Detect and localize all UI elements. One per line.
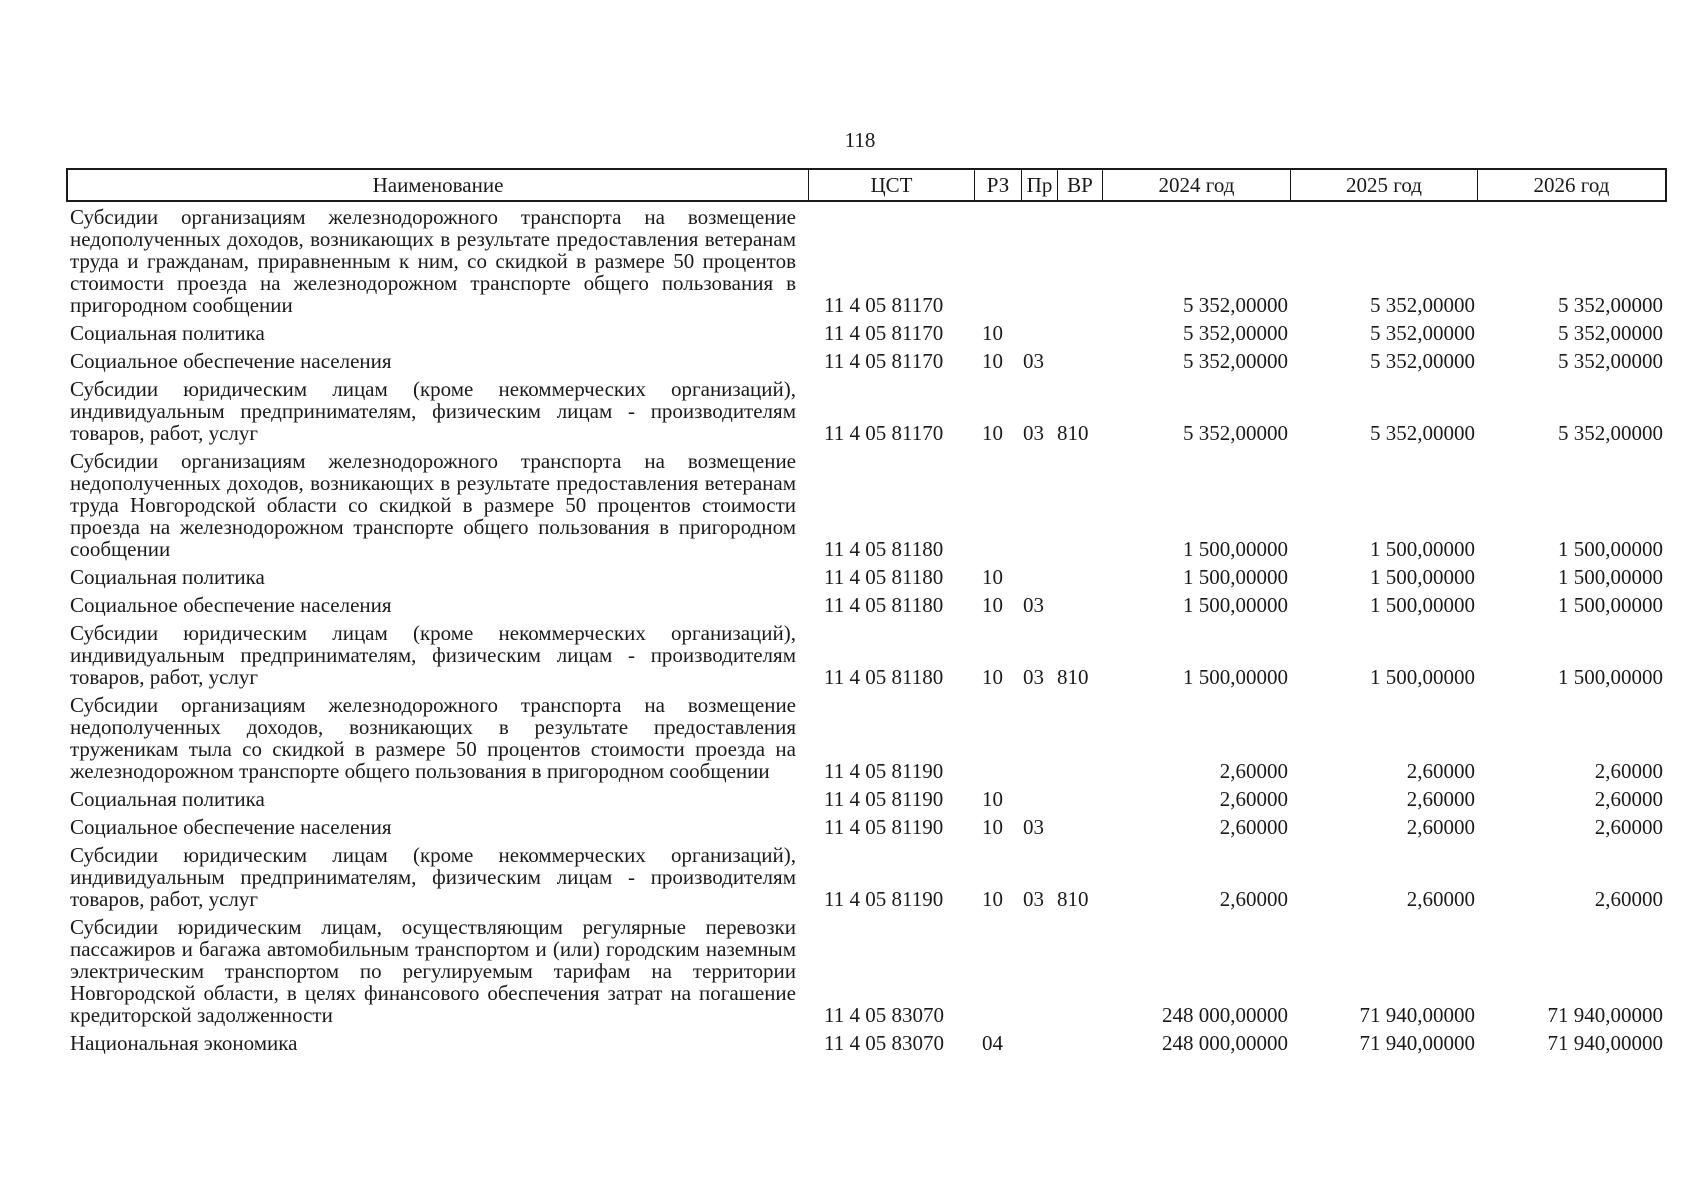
table-row [66, 694, 1667, 782]
cell-name: Субсидии организациям железнодорожного транспорта на возмещение недополученных доходов, возникающих в результате предоставления ветеранам труда и гражданам, приравненным к ним, со скидкой в размере 50 процентов стоимости проезда на железнодорожном транспорте общего пользования в пригородном сообщении [70, 205, 796, 317]
cell-name: Национальная экономика [70, 1031, 298, 1055]
cell-2025: 71 940,00000 [1359, 1031, 1475, 1055]
cell-2026: 5 352,00000 [1558, 293, 1663, 317]
cell-2026: 5 352,00000 [1558, 421, 1663, 445]
header-vr: ВР [1057, 170, 1102, 200]
cell-2026: 2,60000 [1594, 887, 1663, 911]
cell-2024: 5 352,00000 [1183, 421, 1288, 445]
cell-2026: 2,60000 [1594, 787, 1663, 811]
cell-rz: 10 [982, 565, 1003, 589]
cell-2025: 5 352,00000 [1370, 349, 1475, 373]
cell-pr: 03 [1023, 593, 1044, 617]
cell-rz: 10 [982, 421, 1003, 445]
cell-2024: 2,60000 [1219, 787, 1288, 811]
cell-2026: 2,60000 [1594, 815, 1663, 839]
cell-2025: 2,60000 [1406, 787, 1475, 811]
header-2025: 2025 год [1290, 170, 1477, 200]
cell-2024: 2,60000 [1219, 815, 1288, 839]
table-row [66, 594, 1667, 616]
cell-2024: 248 000,00000 [1162, 1003, 1288, 1027]
cell-pr: 03 [1023, 815, 1044, 839]
cell-2026: 1 500,00000 [1558, 665, 1663, 689]
budget-table [66, 168, 1667, 1060]
cell-pr: 03 [1023, 349, 1044, 373]
cell-2025: 1 500,00000 [1370, 665, 1475, 689]
cell-pr: 03 [1023, 665, 1044, 689]
header-cst: ЦСТ [808, 170, 974, 200]
cell-cst: 11 4 05 81190 [824, 815, 944, 839]
cell-rz: 10 [982, 321, 1003, 345]
cell-cst: 11 4 05 81180 [824, 537, 944, 561]
cell-rz: 10 [982, 815, 1003, 839]
cell-pr: 03 [1023, 421, 1044, 445]
table-row [66, 916, 1667, 1026]
cell-cst: 11 4 05 83070 [824, 1003, 944, 1027]
cell-cst: 11 4 05 81170 [824, 349, 944, 373]
cell-name: Социальное обеспечение населения [70, 815, 392, 839]
cell-2024: 1 500,00000 [1183, 593, 1288, 617]
cell-name: Социальная политика [70, 787, 265, 811]
table-row [66, 1032, 1667, 1054]
cell-cst: 11 4 05 81170 [824, 421, 944, 445]
table-row [66, 322, 1667, 344]
cell-2025: 2,60000 [1406, 759, 1475, 783]
cell-2024: 1 500,00000 [1183, 665, 1288, 689]
table-row [66, 844, 1667, 910]
cell-rz: 10 [982, 887, 1003, 911]
cell-2025: 2,60000 [1406, 887, 1475, 911]
cell-cst: 11 4 05 81180 [824, 593, 944, 617]
table-row [66, 450, 1667, 560]
table-header [66, 168, 1667, 202]
cell-2025: 1 500,00000 [1370, 593, 1475, 617]
cell-2024: 248 000,00000 [1162, 1031, 1288, 1055]
cell-vr: 810 [1057, 887, 1089, 911]
cell-name: Социальная политика [70, 565, 265, 589]
cell-2026: 2,60000 [1594, 759, 1663, 783]
cell-2026: 5 352,00000 [1558, 349, 1663, 373]
cell-cst: 11 4 05 83070 [824, 1031, 944, 1055]
cell-2025: 5 352,00000 [1370, 293, 1475, 317]
table-row [66, 816, 1667, 838]
cell-rz: 10 [982, 349, 1003, 373]
cell-2025: 71 940,00000 [1359, 1003, 1475, 1027]
cell-2026: 5 352,00000 [1558, 321, 1663, 345]
cell-2026: 71 940,00000 [1547, 1031, 1663, 1055]
header-name: Наименование [372, 173, 504, 197]
table-row [66, 788, 1667, 810]
table-row [66, 622, 1667, 688]
page-number: 118 [844, 128, 876, 152]
cell-pr: 03 [1023, 887, 1044, 911]
table-row [66, 206, 1667, 316]
cell-2025: 2,60000 [1406, 815, 1475, 839]
cell-2024: 5 352,00000 [1183, 321, 1288, 345]
cell-rz: 10 [982, 787, 1003, 811]
cell-2026: 1 500,00000 [1558, 565, 1663, 589]
cell-name: Субсидии юридическим лицам, осуществляющим регулярные перевозки пассажиров и багажа автомобильным транспортом и (или) городским наземным электрическим транспортом по регулируемым тарифам на территории Новгородской области, в целях финансового обеспечения затрат на погашение кредиторской задолженности [70, 915, 796, 1027]
table-row [66, 350, 1667, 372]
cell-name: Социальное обеспечение населения [70, 593, 392, 617]
cell-cst: 11 4 05 81180 [824, 665, 944, 689]
cell-vr: 810 [1057, 665, 1089, 689]
cell-cst: 11 4 05 81180 [824, 565, 944, 589]
cell-2025: 1 500,00000 [1370, 565, 1475, 589]
header-2026: 2026 год [1477, 170, 1665, 200]
cell-name: Субсидии юридическим лицам (кроме некоммерческих организаций), индивидуальным предпринимателям, физическим лицам - производителям товаров, работ, услуг [70, 377, 796, 445]
cell-cst: 11 4 05 81170 [824, 321, 944, 345]
cell-2024: 5 352,00000 [1183, 293, 1288, 317]
cell-name: Субсидии юридическим лицам (кроме некоммерческих организаций), индивидуальным предпринимателям, физическим лицам - производителям товаров, работ, услуг [70, 621, 796, 689]
header-2024: 2024 год [1102, 170, 1290, 200]
cell-2025: 1 500,00000 [1370, 537, 1475, 561]
cell-2024: 2,60000 [1219, 887, 1288, 911]
cell-name: Социальная политика [70, 321, 265, 345]
header-pr: Пр [1021, 170, 1057, 200]
cell-2024: 1 500,00000 [1183, 565, 1288, 589]
cell-rz: 04 [982, 1031, 1003, 1055]
cell-2025: 5 352,00000 [1370, 421, 1475, 445]
cell-rz: 10 [982, 665, 1003, 689]
cell-2026: 71 940,00000 [1547, 1003, 1663, 1027]
table-row [66, 566, 1667, 588]
cell-cst: 11 4 05 81170 [824, 293, 944, 317]
cell-rz: 10 [982, 593, 1003, 617]
cell-cst: 11 4 05 81190 [824, 759, 944, 783]
cell-2024: 2,60000 [1219, 759, 1288, 783]
cell-2026: 1 500,00000 [1558, 537, 1663, 561]
cell-name: Субсидии организациям железнодорожного транспорта на возмещение недополученных доходов, возникающих в результате предоставления труженикам тыла со скидкой в размере 50 процентов стоимости проезда на железнодорожном транспорте общего пользования в пригородном сообщении [70, 693, 796, 783]
header-rz: РЗ [974, 170, 1021, 200]
cell-cst: 11 4 05 81190 [824, 887, 944, 911]
cell-vr: 810 [1057, 421, 1089, 445]
cell-name: Субсидии организациям железнодорожного транспорта на возмещение недополученных доходов, возникающих в результате предоставления ветеранам труда Новгородской области со скидкой в размере 50 процентов стоимости проезда на железнодорожном транспорте общего пользования в пригородном сообщении [70, 449, 796, 561]
table-row [66, 378, 1667, 444]
cell-name: Субсидии юридическим лицам (кроме некоммерческих организаций), индивидуальным предпринимателям, физическим лицам - производителям товаров, работ, услуг [70, 843, 796, 911]
cell-cst: 11 4 05 81190 [824, 787, 944, 811]
table-body [66, 206, 1667, 1054]
cell-2024: 5 352,00000 [1183, 349, 1288, 373]
cell-2025: 5 352,00000 [1370, 321, 1475, 345]
cell-name: Социальное обеспечение населения [70, 349, 392, 373]
cell-2026: 1 500,00000 [1558, 593, 1663, 617]
cell-2024: 1 500,00000 [1183, 537, 1288, 561]
